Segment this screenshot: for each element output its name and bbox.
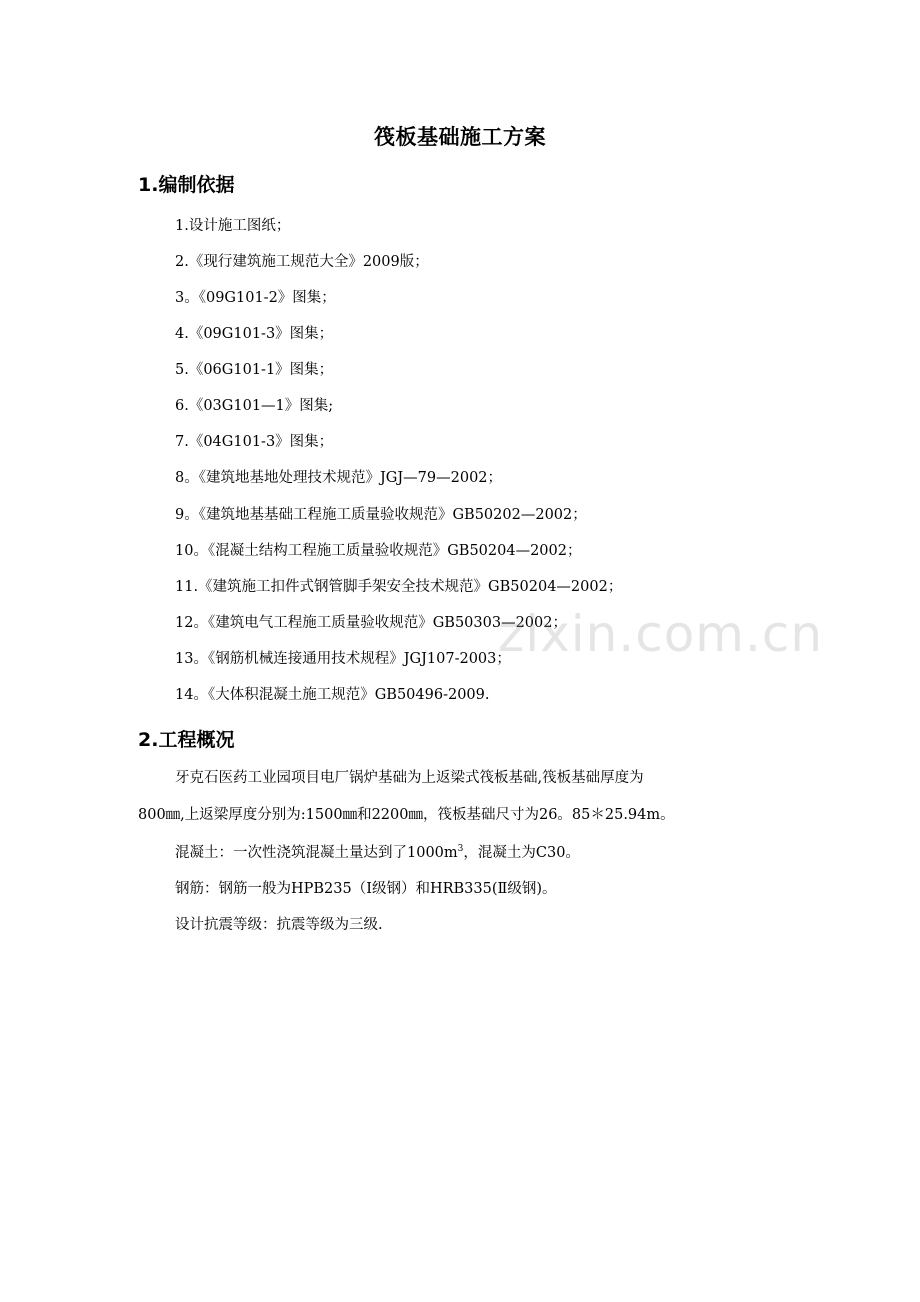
list-item: 7.《04G101-3》图集；: [175, 434, 334, 450]
document-title: 筏板基础施工方案: [374, 125, 546, 149]
concrete-text: 混凝土：一次性浇筑混凝土量达到了1000m: [175, 845, 458, 861]
list-item: 12。《建筑电气工程施工质量验收规范》GB50303—2002；: [175, 615, 567, 631]
concrete-grade-text: ，混凝土为C30。: [463, 845, 580, 861]
rebar-line: 钢筋：钢筋一般为HPB235（Ⅰ级钢）和HRB335(Ⅱ级钢)。: [175, 881, 557, 897]
list-item: 2.《现行建筑施工规范大全》2009版；: [175, 254, 429, 270]
seismic-line: 设计抗震等级：抗震等级为三级.: [175, 917, 383, 933]
list-item: 14。《大体积混凝土施工规范》GB50496-2009.: [175, 687, 490, 703]
list-item: 4.《09G101-3》图集；: [175, 326, 334, 342]
list-item: 13。《钢筋机械连接通用技术规程》JGJ107-2003；: [175, 651, 511, 667]
list-item: 5.《06G101-1》图集；: [175, 362, 334, 378]
list-item: 3。《09G101-2》图集；: [175, 290, 336, 306]
overview-paragraph-line2: 800㎜,上返梁厚度分别为:1500㎜和2200㎜，筏板基础尺寸为26。85＊25.94m。: [138, 807, 675, 823]
list-item: 10。《混凝土结构工程施工质量验收规范》GB50204—2002；: [175, 543, 582, 559]
list-item: 9。《建筑地基基础工程施工质量验收规范》GB50202—2002；: [175, 507, 587, 523]
cubic-superscript: 3: [457, 844, 464, 855]
list-item: 8。《建筑地基地处理技术规范》JGJ—79—2002；: [175, 470, 503, 486]
section-heading-basis: 1.编制依据: [138, 174, 235, 196]
concrete-line: [175, 842, 580, 864]
overview-paragraph-line1: 牙克石医药工业园项目电厂锅炉基础为上返梁式筏板基础,筏板基础厚度为: [175, 770, 644, 786]
section-heading-overview: 2.工程概况: [138, 729, 235, 751]
list-item: 11.《建筑施工扣件式钢管脚手架安全技术规范》GB50204—2002；: [175, 579, 623, 595]
list-item: 6.《03G101—1》图集;: [175, 398, 334, 414]
list-item: 1.设计施工图纸；: [175, 218, 291, 234]
watermark-text: zixin.com.cn: [498, 605, 824, 663]
